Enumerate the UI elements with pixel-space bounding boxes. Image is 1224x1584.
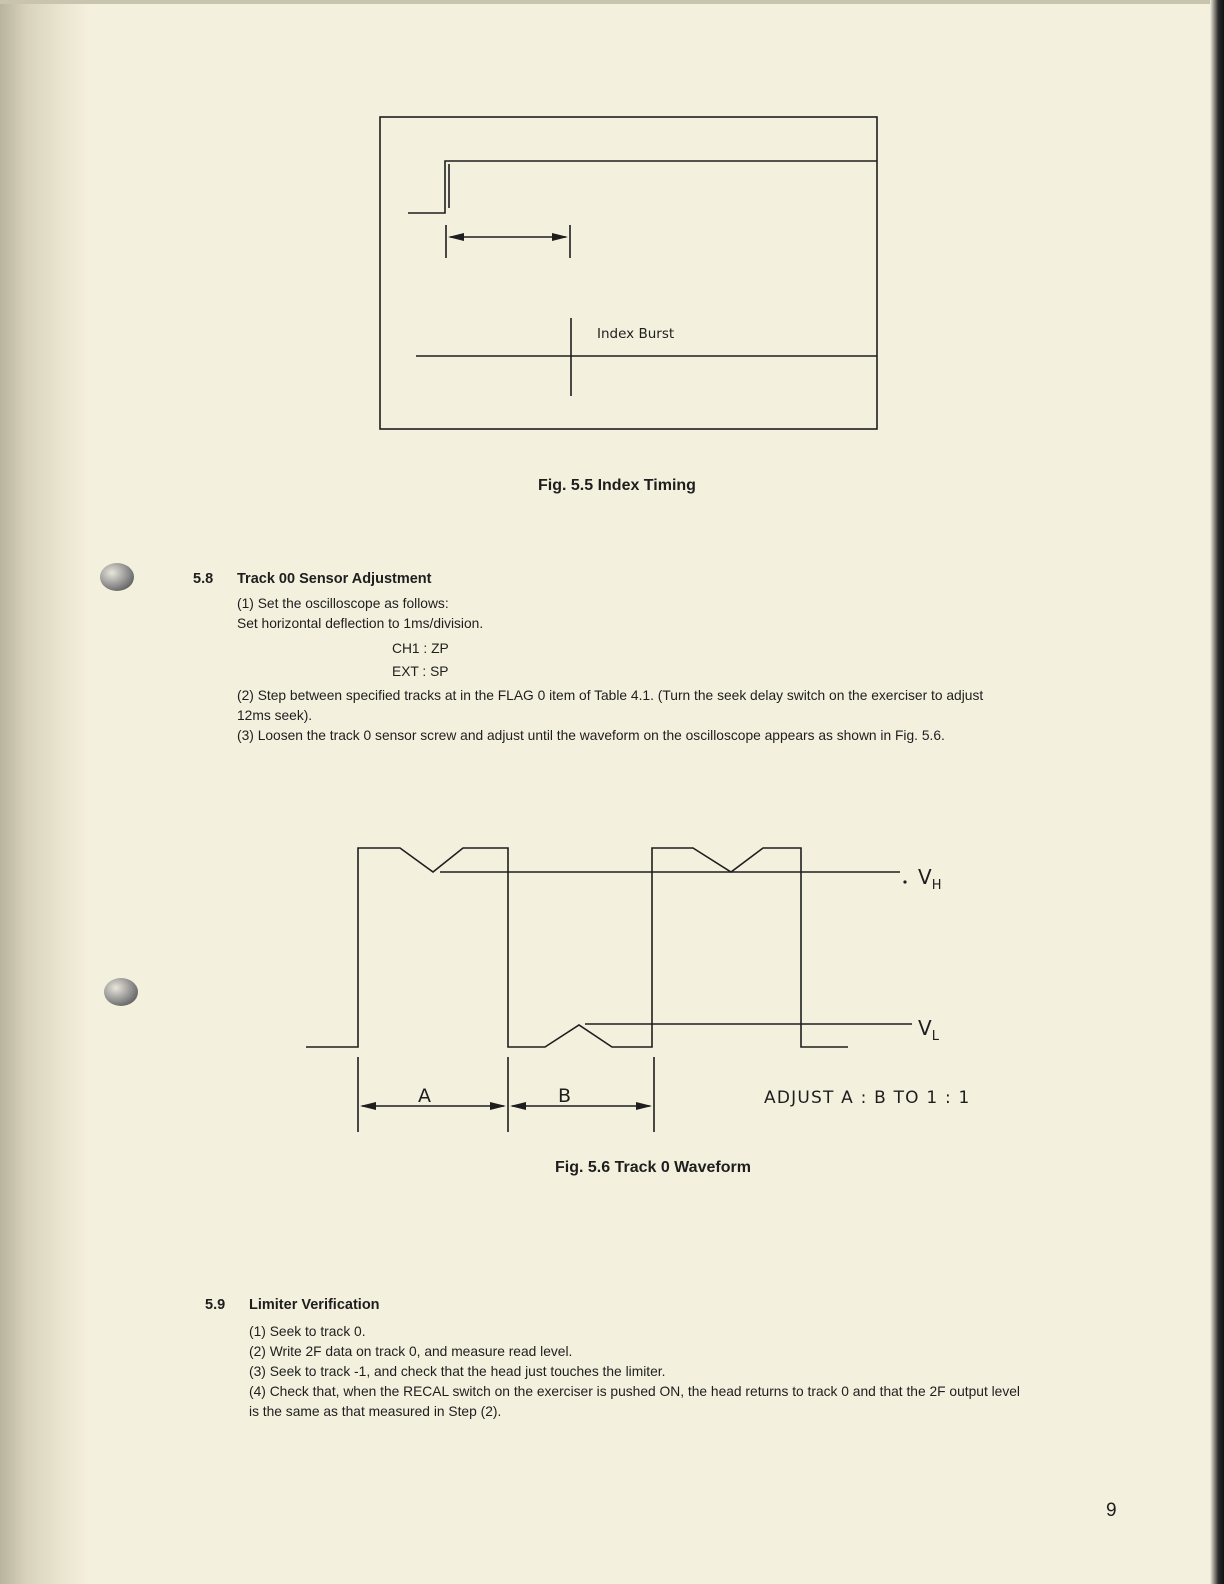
page-top-edge xyxy=(0,0,1224,4)
index-burst-label: Index Burst xyxy=(597,326,675,342)
section-5-8-step-2-cont: 12ms seek). xyxy=(237,708,313,723)
span-a-label: A xyxy=(418,1085,431,1107)
adjust-ratio-note: ADJUST A : B TO 1 : 1 xyxy=(764,1088,971,1108)
section-5-9-step-3: (3) Seek to track -1, and check that the head just touches the limiter. xyxy=(249,1364,666,1379)
figure-5-6-caption: Fig. 5.6 Track 0 Waveform xyxy=(555,1159,751,1176)
section-5-8-step-1-detail: Set horizontal deflection to 1ms/division. xyxy=(237,616,484,631)
vh-label: $V_H$ xyxy=(918,865,942,893)
section-5-9-step-1: (1) Seek to track 0. xyxy=(249,1324,366,1339)
figure-5-6-waveform xyxy=(300,835,1000,1140)
span-b-label: B xyxy=(558,1085,572,1107)
vl-label: $V_L$ xyxy=(918,1016,939,1044)
page-spine-shadow xyxy=(0,0,90,1584)
section-5-8-step-3: (3) Loosen the track 0 sensor screw and adjust until the waveform on the oscilloscope appears as shown in Fig. 5.6. xyxy=(237,728,945,743)
section-5-8-step-2: (2) Step between specified tracks at in the FLAG 0 item of Table 4.1. (Turn the seek delay switch on the exerciser to adjust xyxy=(237,688,984,703)
section-5-9-step-4-cont: is the same as that measured in Step (2). xyxy=(249,1404,502,1419)
section-5-8-title: Track 00 Sensor Adjustment xyxy=(237,571,432,587)
page-number: 9 xyxy=(1106,1500,1117,1521)
section-5-9-number: 5.9 xyxy=(205,1297,226,1313)
section-5-9-step-4: (4) Check that, when the RECAL switch on the exerciser is pushed ON, the head returns to track 0 and that the 2F output level xyxy=(249,1384,1020,1399)
track0-waveform-trace xyxy=(306,848,848,1047)
scope-frame xyxy=(380,117,877,429)
section-5-9-title: Limiter Verification xyxy=(249,1297,380,1313)
page-right-edge xyxy=(1210,0,1224,1584)
binder-hole-lower xyxy=(104,978,138,1006)
section-5-8-number: 5.8 xyxy=(193,571,214,587)
section-5-8-step-1: (1) Set the oscilloscope as follows: xyxy=(237,596,449,611)
oscilloscope-ch1-setting: CH1 : ZP xyxy=(392,641,449,656)
binder-hole-upper xyxy=(100,563,134,591)
section-5-9-step-2: (2) Write 2F data on track 0, and measure read level. xyxy=(249,1344,573,1359)
figure-5-5-caption: Fig. 5.5 Index Timing xyxy=(538,477,696,494)
figure-5-5-diagram xyxy=(360,100,900,440)
oscilloscope-ext-setting: EXT : SP xyxy=(392,664,449,679)
index-pulse-trace xyxy=(408,161,877,213)
